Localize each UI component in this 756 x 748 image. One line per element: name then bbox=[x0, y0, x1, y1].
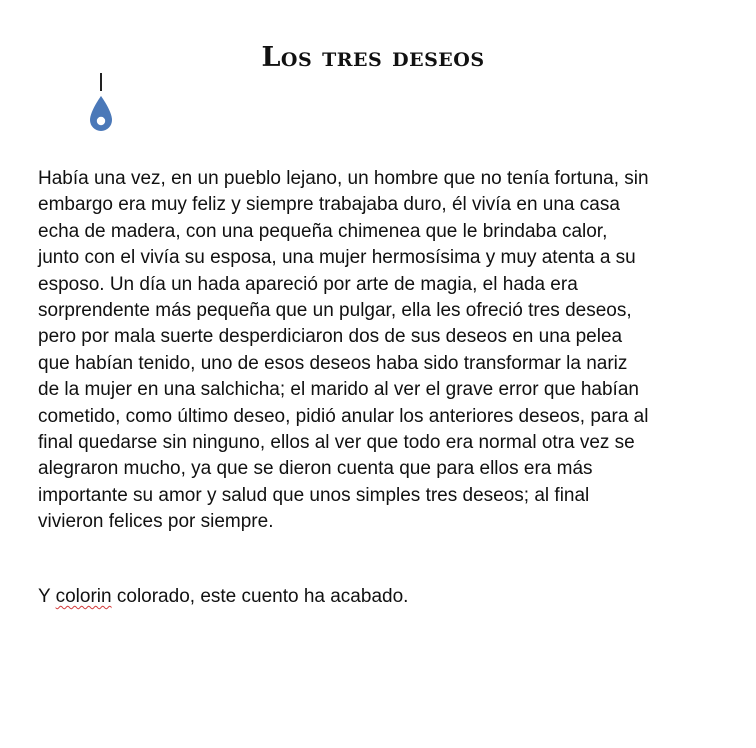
paragraph-line: echa de madera, con una pequeña chimenea que le brindaba calor, bbox=[38, 220, 608, 242]
paragraph-line: que habían tenido, uno de esos deseos haba sido transformar la nariz bbox=[38, 352, 628, 374]
paragraph-line: de la mujer en una salchicha; el marido al ver el grave error que habían bbox=[38, 379, 639, 401]
paragraph-line: embargo era muy feliz y siempre trabajaba duro, él vivía en una casa bbox=[38, 194, 620, 216]
paragraph-line: pero por mala suerte desperdiciaron dos de sus deseos en una pelea bbox=[38, 326, 623, 348]
paragraph-line: junto con el vivía su esposa, una mujer hermosísima y muy atenta a su bbox=[38, 247, 636, 269]
paragraph-line: esposo. Un día un hada apareció por arte de magia, el hada era bbox=[38, 273, 578, 295]
paragraph-line: Había una vez, en un pueblo lejano, un hombre que no tenía fortuna, sin bbox=[38, 168, 649, 189]
closing-start: Y bbox=[38, 586, 56, 607]
text-cursor-handle[interactable] bbox=[88, 73, 114, 137]
drop-icon[interactable] bbox=[88, 95, 114, 135]
text-cursor-line bbox=[100, 73, 102, 91]
document-title: Los tres deseos bbox=[261, 42, 485, 73]
paragraph-line: alegraron mucho, ya que se dieron cuenta que para ellos era más bbox=[38, 458, 593, 480]
paragraph-line: sorprendente más pequeña que un pulgar, ella les ofreció tres deseos, bbox=[38, 300, 632, 322]
paragraph-line: importante su amor y salud que unos simples tres deseos; al final bbox=[38, 484, 590, 506]
paragraph-line: final quedarse sin ninguno, ellos al ver que todo era normal otra vez se bbox=[38, 432, 635, 454]
paragraph-line: vivieron felices por siempre. bbox=[38, 511, 274, 533]
paragraph-line: cometido, como último deseo, pidió anular los anteriores deseos, para al bbox=[38, 405, 649, 427]
misspelled-word[interactable]: colorin bbox=[55, 586, 112, 607]
closing-end: colorado, este cuento ha acabado. bbox=[111, 586, 409, 607]
closing-line bbox=[38, 584, 408, 610]
story-paragraph bbox=[38, 166, 728, 536]
